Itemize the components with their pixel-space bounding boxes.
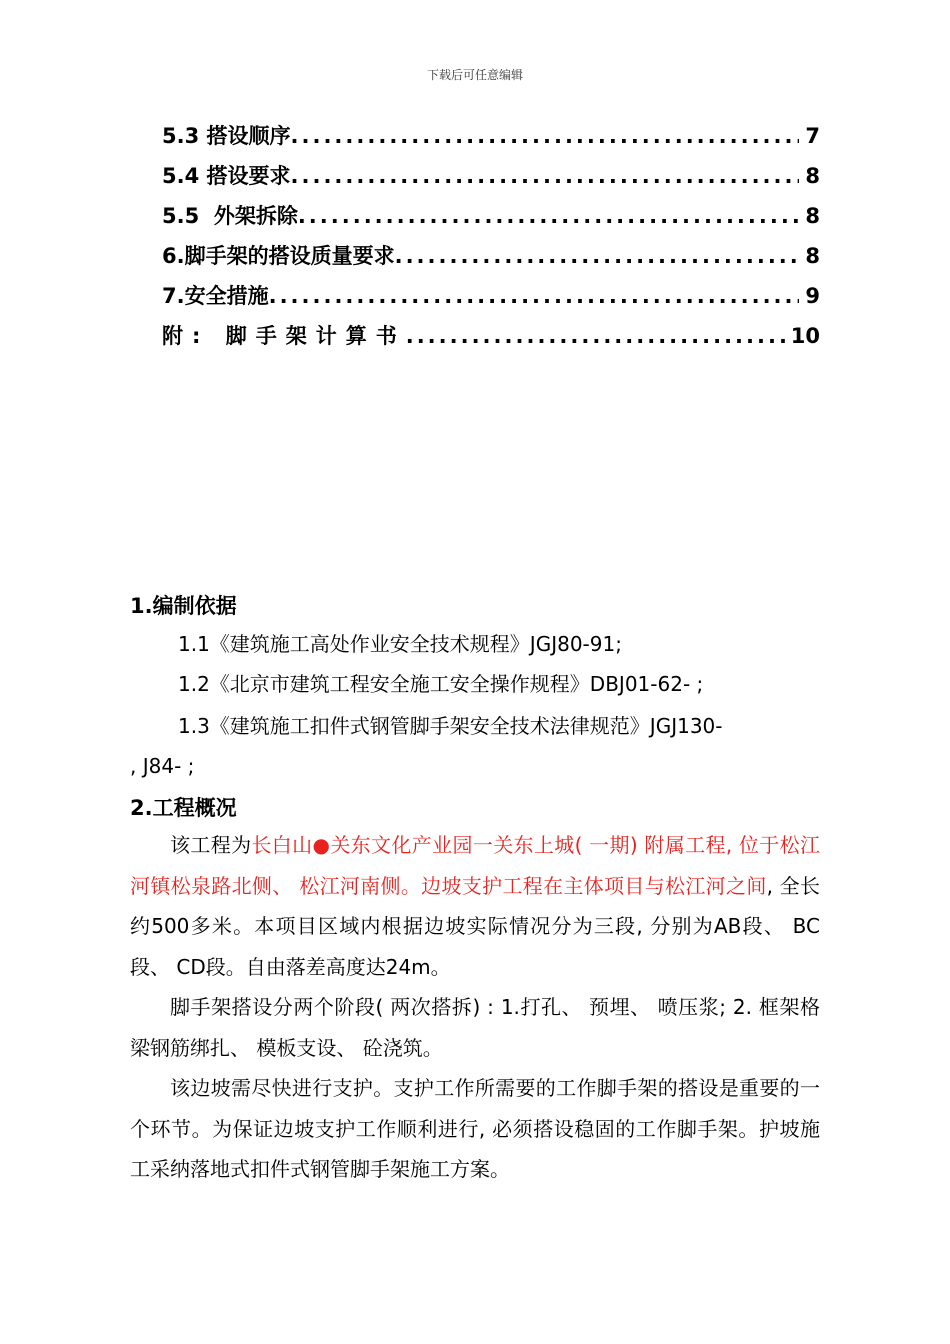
toc-entry-page: 8: [805, 244, 820, 268]
section-body: [130, 825, 820, 1190]
page-header: 下载后可任意编辑: [426, 68, 523, 82]
toc-entry[interactable]: [162, 320, 820, 360]
paragraph: [130, 825, 820, 987]
paragraph: 脚手架搭设分两个阶段( 两次搭拆) : 1.打孔、 预埋、 喷压浆; 2. 框架格梁钢筋绑扎、 模板支设、 砼浇筑。: [130, 995, 820, 1060]
table-of-contents: [162, 120, 820, 360]
toc-entry-title: 5.3 搭设顺序: [162, 124, 291, 148]
toc-entry-title: 附: 脚手架计算书: [162, 324, 406, 348]
highlighted-text: 长白山●关东文化产业园一关东上城( 一期) 附属工程, 位于松江河镇松泉路北侧、 松江河南侧。边坡支护工程在主体项目与松江河之间: [130, 833, 820, 898]
toc-entry-page: 7: [805, 124, 820, 148]
section-heading: 1.编制依据: [130, 594, 237, 618]
toc-entry-page: 8: [805, 204, 820, 228]
toc-leader-dots: [298, 204, 800, 228]
toc-entry[interactable]: [162, 280, 820, 320]
reference-item: 1.2《北京市建筑工程安全施工安全操作规程》DBJ01-62- ;: [178, 672, 704, 696]
toc-entry-title: 6.脚手架的搭设质量要求: [162, 244, 395, 268]
reference-item: 1.1《建筑施工高处作业安全技术规程》JGJ80-91;: [178, 632, 622, 656]
toc-leader-dots: [406, 324, 785, 348]
toc-entry-title: 7.安全措施: [162, 284, 269, 308]
paragraph-rest: , 全长约500多米。本项目区域内根据边坡实际情况分为三段, 分别为AB段、 BC段、 CD段。自由落差高度达24m。: [130, 873, 820, 979]
toc-entry[interactable]: [162, 240, 820, 280]
toc-entry-page: 8: [805, 164, 820, 188]
toc-entry-page: 10: [790, 324, 820, 348]
reference-item-continuation: , J84- ;: [130, 754, 195, 778]
toc-entry-title: 5.5 外架拆除: [162, 204, 298, 228]
toc-entry[interactable]: [162, 120, 820, 160]
paragraph: 该边坡需尽快进行支护。支护工作所需要的工作脚手架的搭设是重要的一个环节。为保证边坡支护工作顺利进行, 必须搭设稳固的工作脚手架。护坡施工采纳落地式扣件式钢管脚手架施工方案。: [130, 1076, 820, 1181]
paragraph-lead: 该工程为: [170, 833, 252, 857]
toc-entry-page: 9: [805, 284, 820, 308]
toc-entry[interactable]: [162, 200, 820, 240]
toc-leader-dots: [291, 164, 800, 188]
toc-entry[interactable]: [162, 160, 820, 200]
toc-entry-title: 5.4 搭设要求: [162, 164, 291, 188]
section-heading: 2.工程概况: [130, 796, 237, 820]
toc-leader-dots: [395, 244, 800, 268]
reference-item: 1.3《建筑施工扣件式钢管脚手架安全技术法律规范》JGJ130-: [178, 714, 723, 738]
toc-leader-dots: [291, 124, 800, 148]
toc-leader-dots: [269, 284, 800, 308]
